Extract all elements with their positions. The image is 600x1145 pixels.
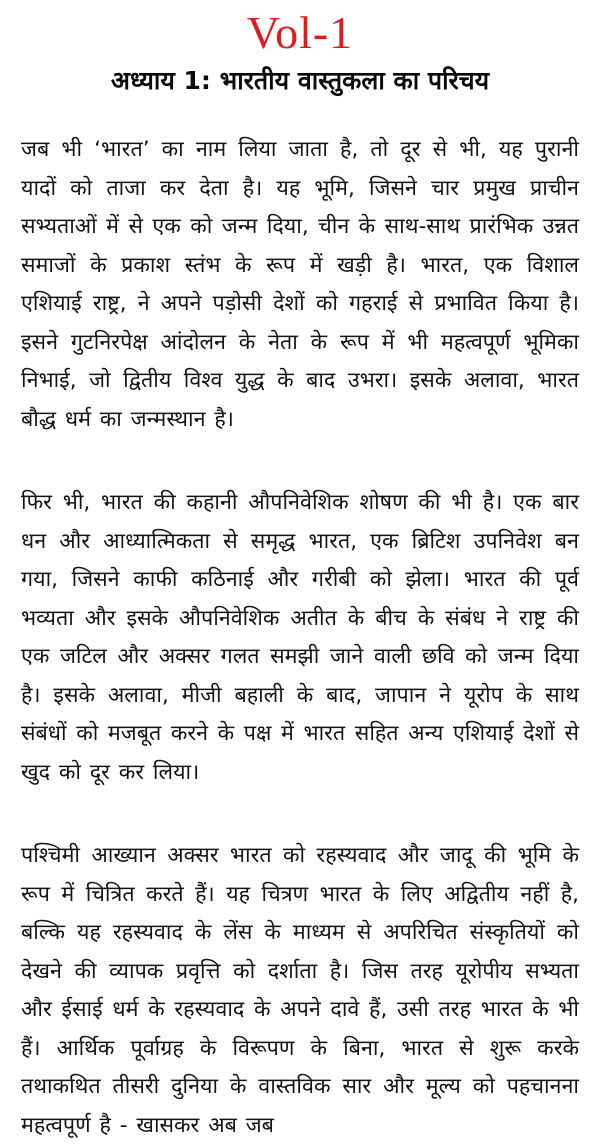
body-text <box>21 131 579 1145</box>
chapter-heading: अध्याय 1: भारतीय वास्तुकला का परिचय <box>110 65 490 95</box>
paragraph-3: पश्चिमी आख्यान अक्सर भारत को रहस्यवाद और जादू की भूमि के रूप में चित्रित करते हैं। यह चित्रण भारत के लिए अद्वितीय नहीं है, बल्कि यह रहस्यवाद के लेंस के माध्यम से अपरिचित संस्कृतियों को देखने की व्यापक प्रवृत्ति को दर्शाता है। जिस तरह यूरोपीय सभ्यता और ईसाई धर्म के रहस्यवाद के अपने दावे हैं, उसी तरह भारत के भी हैं। आर्थिक पूर्वाग्रह के विरूपण के बिना, भारत से शुरू करके तथाकथित तीसरी दुनिया के वास्तविक सार और मूल्य को पहचानना महत्वपूर्ण है - खासकर अब जब <box>21 843 579 1138</box>
volume-title: Vol-1 <box>246 7 354 58</box>
paragraph-2: फिर भी, भारत की कहानी औपनिवेशिक शोषण की भी है। एक बार धन और आध्यात्मिकता से समृद्ध भारत, एक ब्रिटिश उपनिवेश बन गया, जिसने काफी कठिनाई और गरीबी को झेला। भारत की पूर्व भव्यता और इसके औपनिवेशिक अतीत के बीच के संबंध ने राष्ट्र की एक जटिल और अक्सर गलत समझी जाने वाली छवि को जन्म दिया है। इसके अलावा, मीजी बहाली के बाद, जापान ने यूरोप के साथ संबंधों को मजबूत करने के पक्ष में भारत सहित अन्य एशियाई देशों से खुद को दूर कर लिया। <box>21 490 579 785</box>
paragraph-1: जब भी ‘भारत’ का नाम लिया जाता है, तो दूर से भी, यह पुरानी यादों को ताजा कर देता है। यह भूमि, जिसने चार प्रमुख प्राचीन सभ्यताओं में से एक को जन्म दिया, चीन के साथ-साथ प्रारंभिक उन्नत समाजों के प्रकाश स्तंभ के रूप में खड़ी है। भारत, एक विशाल एशियाई राष्ट्र, ने अपने पड़ोसी देशों को गहराई से प्रभावित किया है। इसने गुटनिरपेक्ष आंदोलन के नेता के रूप में भी महत्वपूर्ण भूमिका निभाई, जो द्वितीय विश्व युद्ध के बाद उभरा। इसके अलावा, भारत बौद्ध धर्म का जन्मस्थान है। <box>21 137 579 432</box>
